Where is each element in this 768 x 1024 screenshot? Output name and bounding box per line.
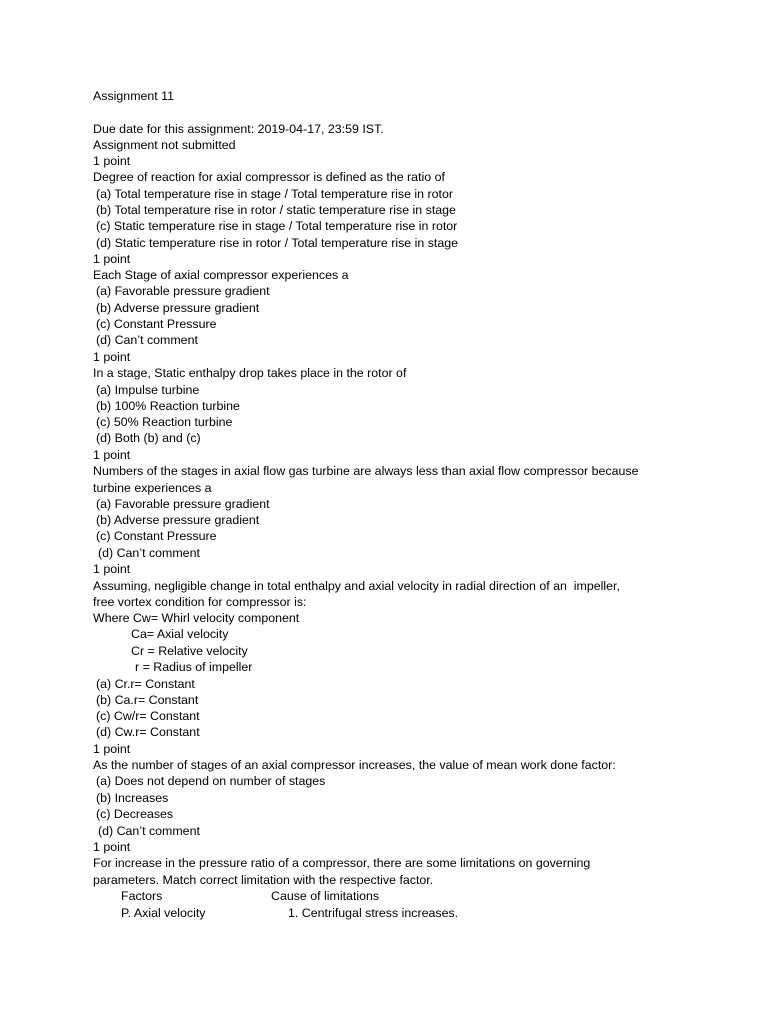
match-table-cause-1: 1. Centrifugal stress increases. xyxy=(288,906,459,920)
question-1-option-c: (c) Static temperature rise in stage / Total temperature rise in rotor xyxy=(96,219,458,233)
question-5-def-cr: Cr = Relative velocity xyxy=(131,644,248,658)
question-6-option-d: (d) Can’t comment xyxy=(98,824,200,838)
question-6-points: 1 point xyxy=(93,742,131,756)
question-1-points: 1 point xyxy=(93,154,131,168)
question-5-option-d: (d) Cw.r= Constant xyxy=(96,725,200,739)
question-5-where: Where Cw= Whirl velocity component xyxy=(93,611,300,625)
question-6-text: As the number of stages of an axial compressor increases, the value of mean work done factor: xyxy=(93,758,616,772)
question-4-text-line-2: turbine experiences a xyxy=(93,481,212,495)
question-4-points: 1 point xyxy=(93,448,131,462)
question-6-option-a: (a) Does not depend on number of stages xyxy=(96,774,326,788)
question-3-option-a: (a) Impulse turbine xyxy=(96,383,200,397)
question-5-option-b: (b) Ca.r= Constant xyxy=(96,693,199,707)
submission-status: Assignment not submitted xyxy=(93,138,236,152)
match-table-header-causes: Cause of limitations xyxy=(271,889,380,903)
question-3-option-c: (c) 50% Reaction turbine xyxy=(96,415,233,429)
question-3-text: In a stage, Static enthalpy drop takes place in the rotor of xyxy=(93,366,407,380)
question-5-option-c: (c) Cw/r= Constant xyxy=(96,709,200,723)
question-4-option-b: (b) Adverse pressure gradient xyxy=(96,513,260,527)
question-4-option-c: (c) Constant Pressure xyxy=(96,529,217,543)
question-5-def-ca: Ca= Axial velocity xyxy=(131,627,229,641)
question-3-option-d: (d) Both (b) and (c) xyxy=(96,431,201,445)
question-5-option-a: (a) Cr.r= Constant xyxy=(96,677,195,691)
question-5-text-line-2: free vortex condition for compressor is: xyxy=(93,595,307,609)
question-7-text-line-2: parameters. Match correct limitation with the respective factor. xyxy=(93,873,434,887)
question-4-text-line-1: Numbers of the stages in axial flow gas turbine are always less than axial flow compressor because xyxy=(93,464,639,478)
question-2-option-c: (c) Constant Pressure xyxy=(96,317,217,331)
question-5-text-line-1: Assuming, negligible change in total enthalpy and axial velocity in radial direction of an impeller, xyxy=(93,579,620,593)
question-5-def-r: r = Radius of impeller xyxy=(135,660,253,674)
assignment-title: Assignment 11 xyxy=(93,89,175,103)
match-table-factor-p: P. Axial velocity xyxy=(121,906,206,920)
question-2-text: Each Stage of axial compressor experiences a xyxy=(93,268,349,282)
question-2-option-d: (d) Can’t comment xyxy=(96,333,198,347)
question-1-option-a: (a) Total temperature rise in stage / Total temperature rise in rotor xyxy=(96,187,453,201)
due-date: Due date for this assignment: 2019-04-17, 23:59 IST. xyxy=(93,122,384,136)
question-4-option-a: (a) Favorable pressure gradient xyxy=(96,497,270,511)
question-2-points: 1 point xyxy=(93,252,131,266)
question-1-option-d: (d) Static temperature rise in rotor / Total temperature rise in stage xyxy=(96,236,459,250)
question-3-option-b: (b) 100% Reaction turbine xyxy=(96,399,240,413)
question-1-text: Degree of reaction for axial compressor is defined as the ratio of xyxy=(93,170,445,184)
question-4-option-d: (d) Can’t comment xyxy=(98,546,200,560)
match-table-header-factors: Factors xyxy=(121,889,163,903)
question-7-text-line-1: For increase in the pressure ratio of a compressor, there are some limitations on governing xyxy=(93,856,591,870)
question-2-option-a: (a) Favorable pressure gradient xyxy=(96,284,270,298)
question-5-points: 1 point xyxy=(93,562,131,576)
question-1-option-b: (b) Total temperature rise in rotor / static temperature rise in stage xyxy=(96,203,456,217)
question-6-option-c: (c) Decreases xyxy=(96,807,174,821)
question-6-option-b: (b) Increases xyxy=(96,791,169,805)
question-2-option-b: (b) Adverse pressure gradient xyxy=(96,301,260,315)
question-7-points: 1 point xyxy=(93,840,131,854)
question-3-points: 1 point xyxy=(93,350,131,364)
